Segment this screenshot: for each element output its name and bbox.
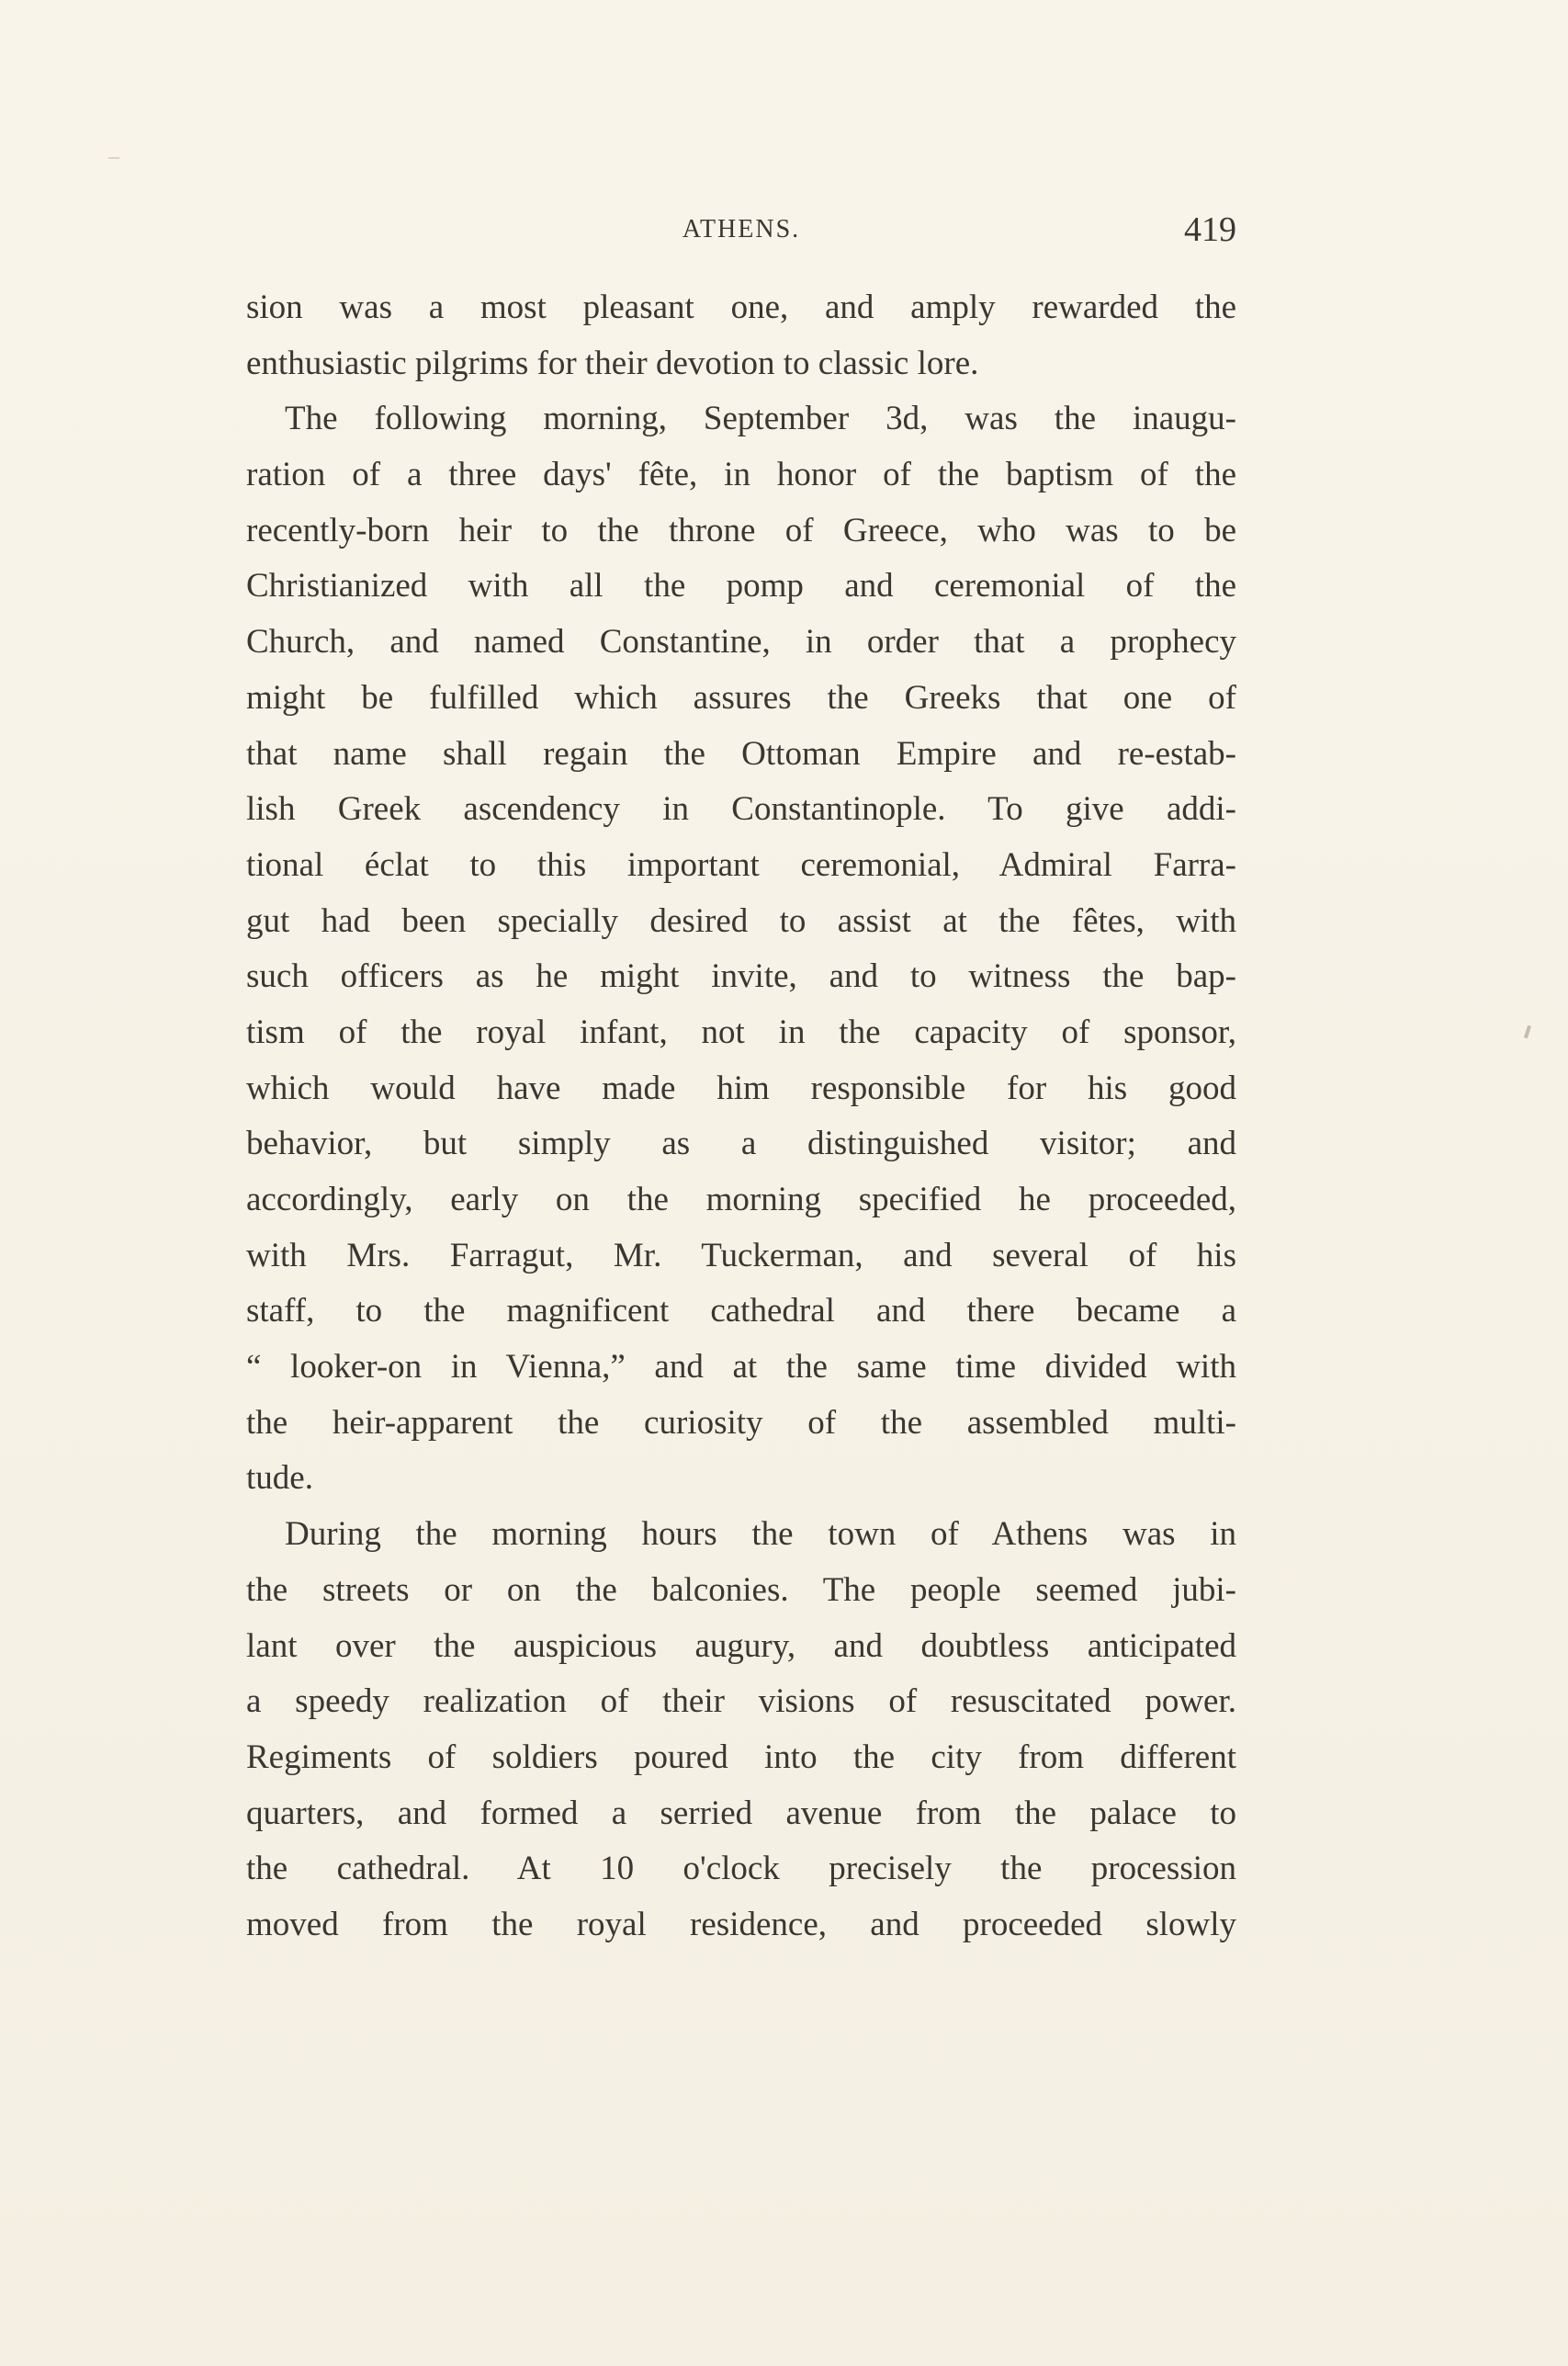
page-number: 419 [1184, 210, 1236, 249]
text-line: the heir-apparent the curiosity of the assembled multi- [246, 1403, 1236, 1442]
text-line: quarters, and formed a serried avenue from the palace to [246, 1794, 1236, 1832]
running-head [246, 209, 1236, 249]
text-line: During the morning hours the town of Athens was in [285, 1515, 1236, 1554]
text-line: sion was a most pleasant one, and amply rewarded the [246, 289, 1236, 326]
text-line: tional éclat to this important ceremonial, Admiral Farra- [246, 845, 1236, 884]
text-line: the streets or on the balconies. The people seemed jubi- [246, 1570, 1236, 1609]
text-line: a speedy realization of their visions of resuscitated power. [246, 1682, 1236, 1721]
text-line: which would have made him responsible for his good [246, 1069, 1236, 1107]
text-line: moved from the royal residence, and proceeded slowly [246, 1905, 1236, 1943]
running-title: ATHENS. [682, 215, 801, 243]
text-line: Regiments of soldiers poured into the city from different [246, 1738, 1236, 1776]
text-line: that name shall regain the Ottoman Empire and re-estab- [246, 734, 1236, 773]
text-line: might be fulfilled which assures the Greeks that one of [246, 678, 1236, 717]
text-line: tism of the royal infant, not in the capacity of sponsor, [246, 1013, 1236, 1051]
text-line: “ looker-on in Vienna,” and at the same time divided with [246, 1348, 1236, 1387]
text-line: Church, and named Constantine, in order that a prophecy [246, 623, 1236, 662]
text-line: accordingly, early on the morning specified he proceeded, [246, 1181, 1236, 1218]
text-line: with Mrs. Farragut, Mr. Tuckerman, and several of his [246, 1236, 1236, 1274]
text-line: lish Greek ascendency in Constantinople. To give addi- [246, 790, 1236, 829]
text-line: ration of a three days' fête, in honor of the baptism of the [246, 456, 1236, 494]
body-text [246, 280, 1236, 1953]
text-line: behavior, but simply as a distinguished visitor; and [246, 1125, 1236, 1163]
text-line: recently-born heir to the throne of Greece, who was to be [246, 511, 1236, 549]
text-line: lant over the auspicious augury, and doubtless anticipated [246, 1626, 1236, 1665]
text-line: such officers as he might invite, and to witness the bap- [246, 957, 1236, 996]
text-line: staff, to the magnificent cathedral and there became a [246, 1292, 1236, 1330]
margin-ink-mark [1524, 1025, 1531, 1039]
text-line: gut had been specially desired to assist at the fêtes, with [246, 901, 1236, 940]
text-line: Christianized with all the pomp and ceremonial of the [246, 567, 1236, 606]
text-line: enthusiastic pilgrims for their devotion to classic lore. [246, 344, 979, 382]
text-line: tude. [246, 1459, 313, 1498]
margin-tick-mark [108, 157, 119, 159]
text-line: The following morning, September 3d, was the inaugu- [285, 400, 1236, 438]
text-line: the cathedral. At 10 o'clock precisely the procession [246, 1850, 1236, 1888]
